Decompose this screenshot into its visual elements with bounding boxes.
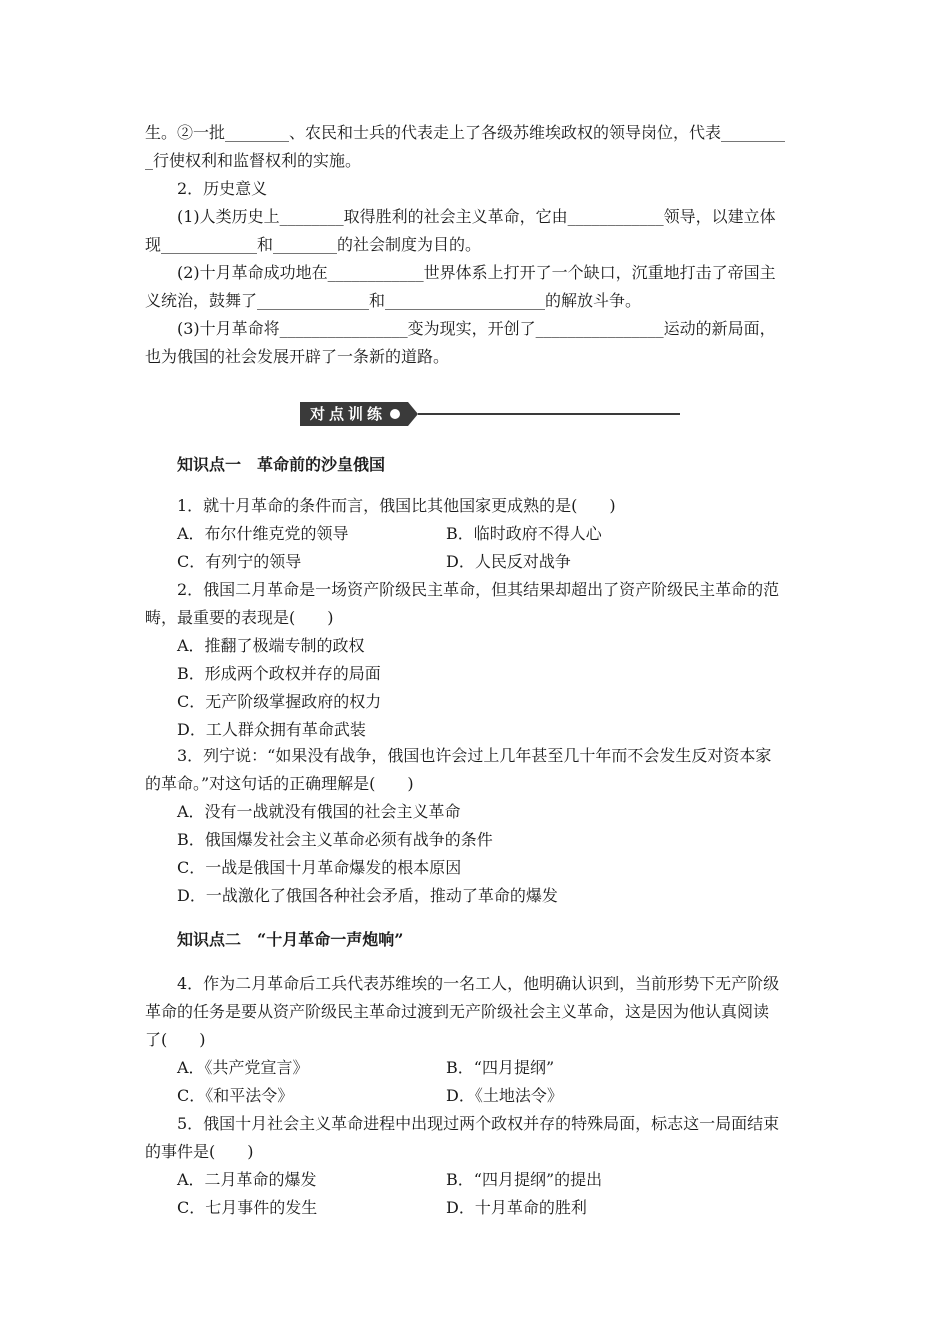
option-b: B．俄国爆发社会主义革命必须有战争的条件 xyxy=(177,830,493,849)
banner-box xyxy=(300,402,408,426)
option-d: D．工人群众拥有革命武装 xyxy=(177,720,366,739)
option-b: B．“四月提纲”的提出 xyxy=(446,1170,603,1189)
banner-tail xyxy=(408,402,418,426)
text-line: _行使权利和监督权利的实施。 xyxy=(145,151,362,170)
option-b: B．“四月提纲” xyxy=(446,1058,555,1077)
option-d: D．人民反对战争 xyxy=(446,552,571,571)
question-stem: 畴，最重要的表现是( ) xyxy=(145,608,334,627)
text-line: 也为俄国的社会发展开辟了一条新的道路。 xyxy=(145,347,450,366)
question-stem: 3．列宁说：“如果没有战争，俄国也许会过上几年甚至几十年而不会发生反对资本家 xyxy=(177,746,772,765)
option-c: C．有列宁的领导 xyxy=(177,552,302,571)
option-d: D．十月革命的胜利 xyxy=(446,1198,587,1217)
question-stem: 5．俄国十月社会主义革命进程中出现过两个政权并存的特殊局面，标志这一局面结束 xyxy=(177,1114,780,1133)
option-c: C．一战是俄国十月革命爆发的根本原因 xyxy=(177,858,462,877)
question-stem: 革命的任务是要从资产阶级民主革命过渡到无产阶级社会主义革命，这是因为他认真阅读 xyxy=(145,1002,770,1021)
question-stem: 的革命。”对这句话的正确理解是( ) xyxy=(145,774,414,793)
text-line: 现____________和________的社会制度为目的。 xyxy=(145,235,482,254)
question-stem: 的事件是( ) xyxy=(145,1142,254,1161)
practice-banner xyxy=(300,401,680,427)
text-line: (2)十月革命成功地在____________世界体系上打开了一个缺口，沉重地打击了帝国主 xyxy=(177,263,776,282)
banner-rule xyxy=(418,413,680,415)
option-b: B．临时政府不得人心 xyxy=(446,524,602,543)
option-c: C．无产阶级掌握政府的权力 xyxy=(177,692,382,711)
option-a: A．布尔什维克党的领导 xyxy=(177,524,349,543)
question-stem: 1．就十月革命的条件而言，俄国比其他国家更成熟的是( ) xyxy=(177,496,616,515)
text-line: 生。②一批________、农民和士兵的代表走上了各级苏维埃政权的领导岗位，代表________ xyxy=(145,123,786,142)
option-c: C．七月事件的发生 xyxy=(177,1198,318,1217)
text-line: (3)十月革命将________________变为现实，开创了________________运动的新局面， xyxy=(177,319,776,338)
knowledge-point-title: 知识点一 革命前的沙皇俄国 xyxy=(177,455,386,474)
text-line: 义统治，鼓舞了______________和____________________的解放斗争。 xyxy=(145,291,642,310)
question-stem: 2．俄国二月革命是一场资产阶级民主革命，但其结果却超出了资产阶级民主革命的范 xyxy=(177,580,780,599)
option-d: D．一战激化了俄国各种社会矛盾，推动了革命的爆发 xyxy=(177,886,558,905)
option-c: C．《和平法令》 xyxy=(177,1086,294,1105)
question-stem: 了( ) xyxy=(145,1030,206,1049)
section-heading: 2．历史意义 xyxy=(177,179,268,198)
text-line: (1)人类历史上________取得胜利的社会主义革命，它由____________领导，以建立体 xyxy=(177,207,776,226)
question-stem: 4．作为二月革命后工兵代表苏维埃的一名工人，他明确认识到，当前形势下无产阶级 xyxy=(177,974,780,993)
option-a: A．推翻了极端专制的政权 xyxy=(177,636,365,655)
option-b: B．形成两个政权并存的局面 xyxy=(177,664,381,683)
option-a: A．《共产党宣言》 xyxy=(177,1058,309,1077)
option-a: A．没有一战就没有俄国的社会主义革命 xyxy=(177,802,461,821)
option-a: A．二月革命的爆发 xyxy=(177,1170,317,1189)
knowledge-point-title: 知识点二 “十月革命一声炮响” xyxy=(177,930,404,949)
banner-label: 对点训练 xyxy=(310,405,387,423)
option-d: D．《土地法令》 xyxy=(446,1086,563,1105)
dot-icon xyxy=(390,409,400,419)
